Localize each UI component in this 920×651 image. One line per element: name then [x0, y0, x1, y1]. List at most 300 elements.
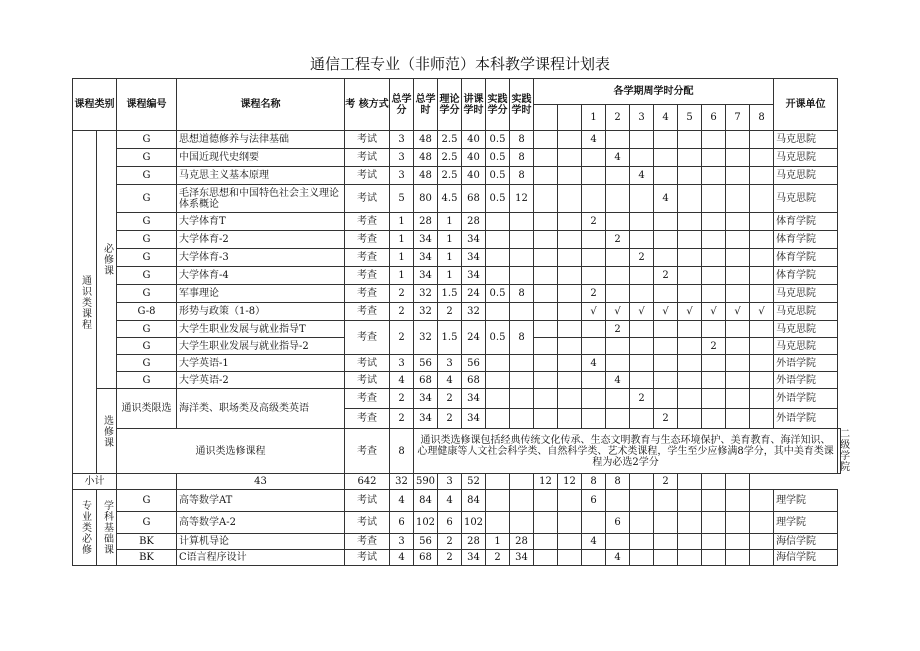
- header-practice-hours: 实践学时: [510, 79, 534, 131]
- lecture-hours: 28: [462, 534, 486, 550]
- assess: 考试: [345, 149, 390, 167]
- table-row: [73, 213, 841, 231]
- practice-credits: 2: [486, 550, 510, 566]
- semester-cell: [606, 131, 630, 149]
- table-row: [73, 249, 841, 267]
- semester-cell: 2: [606, 231, 630, 249]
- semester-cell: [702, 131, 726, 149]
- subtotal-ph: 52: [462, 474, 486, 490]
- lecture-hours: 40: [462, 167, 486, 185]
- course-code: BK: [117, 534, 177, 550]
- group-basic: [97, 490, 117, 566]
- semester-cell: [750, 409, 774, 429]
- semester-number: 8: [750, 105, 774, 131]
- semester-cell: [726, 249, 750, 267]
- semester-cell: [750, 512, 774, 534]
- theory-credits: 1: [438, 213, 462, 231]
- elective-name: 海洋类、职场类及高级类英语: [177, 389, 345, 429]
- semester-cell: [726, 185, 750, 213]
- semester-cell: [630, 490, 654, 512]
- lecture-hours: 40: [462, 149, 486, 167]
- group-elective: [97, 389, 117, 474]
- semester-blank: [558, 149, 582, 167]
- semester-cell: [678, 213, 702, 231]
- semester-cell: [582, 231, 606, 249]
- table-row: [73, 321, 841, 338]
- practice-hours: 8: [510, 285, 534, 303]
- semester-cell: [606, 534, 630, 550]
- semester-cell: [654, 534, 678, 550]
- practice-hours: 28: [510, 534, 534, 550]
- group-general: [73, 131, 97, 474]
- dept: 体育学院: [774, 249, 838, 267]
- semester-blank: [534, 490, 558, 512]
- semester-blank: [534, 131, 558, 149]
- semester-cell: [702, 409, 726, 429]
- semester-cell: [678, 321, 702, 338]
- semester-cell: [702, 512, 726, 534]
- course-name: 形势与政策（1-8）: [177, 303, 345, 321]
- credits: 1: [390, 231, 414, 249]
- lecture-hours: 34: [462, 231, 486, 249]
- assess: 考查: [345, 213, 390, 231]
- hours: 56: [414, 534, 438, 550]
- semester-cell: [654, 338, 678, 355]
- assess: 考查: [345, 231, 390, 249]
- practice-credits: 0.5: [486, 131, 510, 149]
- semester-cell: [582, 550, 606, 566]
- dept: [726, 474, 750, 490]
- semester-cell: √: [582, 303, 606, 321]
- theory-credits: 2: [438, 550, 462, 566]
- semester-cell: [630, 185, 654, 213]
- practice-hours: [510, 231, 534, 249]
- semester-cell: 4: [654, 185, 678, 213]
- assess: 考查: [345, 267, 390, 285]
- theory-credits: 2.5: [438, 131, 462, 149]
- semester-cell: [630, 131, 654, 149]
- semester-blank: [534, 534, 558, 550]
- semester-cell: [606, 213, 630, 231]
- practice-credits: [486, 303, 510, 321]
- header-lecture-hours: 讲课学时: [462, 79, 486, 131]
- theory-credits: 1: [438, 231, 462, 249]
- semester-cell: [702, 249, 726, 267]
- credits: 2: [390, 285, 414, 303]
- semester-cell: [678, 249, 702, 267]
- credits: 5: [390, 185, 414, 213]
- semester-cell: [750, 231, 774, 249]
- course-code: G: [117, 267, 177, 285]
- theory-credits: 1.5: [438, 285, 462, 303]
- semester-number: 1: [582, 105, 606, 131]
- lecture-hours: 56: [462, 355, 486, 372]
- semester-cell: [726, 167, 750, 185]
- semester-cell: [678, 389, 702, 409]
- table-row: [73, 372, 841, 389]
- credits: 2: [390, 409, 414, 429]
- group-required-label: 必修课: [101, 243, 113, 276]
- career-tc: 1.5: [438, 321, 462, 355]
- table-row: [73, 355, 841, 372]
- semester-cell: [702, 185, 726, 213]
- table-row: [73, 389, 841, 409]
- semester-cell: [606, 167, 630, 185]
- group-elective-label: 选修课: [101, 414, 113, 448]
- semester-cell: [582, 267, 606, 285]
- semester-cell: [678, 490, 702, 512]
- theory-credits: 2: [438, 409, 462, 429]
- table-row: [73, 131, 841, 149]
- semester-cell: [654, 149, 678, 167]
- subtotal-tc: 32: [390, 474, 414, 490]
- semester-cell: [582, 338, 606, 355]
- credits: 4: [390, 550, 414, 566]
- semester-blank: [558, 185, 582, 213]
- practice-hours: [510, 249, 534, 267]
- hours: 34: [414, 389, 438, 409]
- semester-blank: [486, 474, 510, 490]
- practice-hours: [510, 213, 534, 231]
- subtotal-semester: [678, 474, 702, 490]
- semester-cell: [750, 338, 774, 355]
- course-name: 毛泽东思想和中国特色社会主义理论体系概论: [177, 185, 345, 213]
- semester-cell: [654, 372, 678, 389]
- theory-credits: 2: [438, 534, 462, 550]
- assess: 考试: [345, 550, 390, 566]
- career-ph: 8: [510, 321, 534, 355]
- semester-cell: [582, 321, 606, 338]
- assess: 考查: [345, 429, 390, 474]
- course-plan-table: [72, 78, 851, 566]
- semester-cell: √: [702, 303, 726, 321]
- group-major-label: 专业类必修: [79, 500, 91, 555]
- assess: 考试: [345, 372, 390, 389]
- semester-number: 6: [702, 105, 726, 131]
- group-basic-label: 学科基础课: [101, 500, 113, 555]
- course-name: 大学英语-1: [177, 355, 345, 372]
- credits: 8: [390, 429, 414, 474]
- semester-cell: [750, 534, 774, 550]
- semester-cell: [630, 534, 654, 550]
- semester-number: 4: [654, 105, 678, 131]
- semester-cell: [606, 249, 630, 267]
- semester-blank: [534, 389, 558, 409]
- semester-cell: [606, 355, 630, 372]
- lecture-hours: 34: [462, 409, 486, 429]
- semester-cell: [678, 372, 702, 389]
- semester-cell: [678, 131, 702, 149]
- credits: 1: [390, 249, 414, 267]
- semester-cell: √: [750, 303, 774, 321]
- semester-blank: [558, 131, 582, 149]
- semester-cell: [582, 149, 606, 167]
- table-row: [73, 285, 841, 303]
- semester-cell: [630, 372, 654, 389]
- semester-blank: [558, 409, 582, 429]
- semester-cell: [750, 249, 774, 267]
- practice-credits: [486, 213, 510, 231]
- course-name: 大学体育-3: [177, 249, 345, 267]
- semester-cell: [750, 213, 774, 231]
- semester-cell: [606, 185, 630, 213]
- practice-hours: 8: [510, 167, 534, 185]
- semester-cell: [702, 372, 726, 389]
- assess: 考查: [345, 249, 390, 267]
- practice-credits: [486, 372, 510, 389]
- dept: 体育学院: [774, 267, 838, 285]
- table-row: [73, 185, 841, 213]
- semester-cell: 4: [582, 131, 606, 149]
- assess: 考试: [345, 131, 390, 149]
- hours: 80: [414, 185, 438, 213]
- course-name: 思想道德修养与法律基础: [177, 131, 345, 149]
- course-name: 大学体育-2: [177, 231, 345, 249]
- semester-blank: [534, 249, 558, 267]
- semester-cell: [678, 267, 702, 285]
- semester-blank: [558, 231, 582, 249]
- semester-blank: [558, 389, 582, 409]
- dept: 外语学院: [774, 372, 838, 389]
- theory-credits: 2: [438, 303, 462, 321]
- practice-credits: [486, 231, 510, 249]
- table-row: [73, 149, 841, 167]
- course-name: 中国近现代史纲要: [177, 149, 345, 167]
- semester-blank: [558, 213, 582, 231]
- course-code: G: [117, 213, 177, 231]
- semester-blank: [534, 213, 558, 231]
- semester-cell: [630, 321, 654, 338]
- semester-cell: [606, 490, 630, 512]
- course-code: G-8: [117, 303, 177, 321]
- semester-cell: √: [654, 303, 678, 321]
- semester-cell: [582, 389, 606, 409]
- semester-blank: [534, 185, 558, 213]
- group-required: [97, 131, 117, 389]
- semester-cell: [726, 149, 750, 167]
- credits: 4: [390, 372, 414, 389]
- semester-cell: [702, 321, 726, 338]
- semester-cell: [630, 512, 654, 534]
- practice-hours: [510, 409, 534, 429]
- credits: 3: [390, 131, 414, 149]
- semester-cell: [702, 149, 726, 167]
- lecture-hours: 28: [462, 213, 486, 231]
- semester-cell: 4: [606, 372, 630, 389]
- semester-cell: [606, 389, 630, 409]
- assess: 考试: [345, 167, 390, 185]
- semester-blank: [534, 105, 558, 131]
- semester-blank: [534, 231, 558, 249]
- semester-blank: [534, 512, 558, 534]
- dept: 马克思院: [774, 338, 838, 355]
- semester-cell: [606, 409, 630, 429]
- course-name: 计算机导论: [177, 534, 345, 550]
- semester-cell: 4: [630, 167, 654, 185]
- theory-credits: 3: [438, 355, 462, 372]
- dept: 海信学院: [774, 534, 838, 550]
- semester-cell: [702, 534, 726, 550]
- semester-cell: [750, 267, 774, 285]
- semester-number: 7: [726, 105, 750, 131]
- header-dept: 开课单位: [774, 79, 838, 131]
- header-assess: 考 核方式: [345, 79, 390, 131]
- semester-cell: [582, 249, 606, 267]
- semester-blank: [510, 474, 534, 490]
- semester-blank: [534, 550, 558, 566]
- practice-credits: [486, 389, 510, 409]
- semester-number: 5: [678, 105, 702, 131]
- semester-cell: [702, 550, 726, 566]
- semester-blank: [558, 512, 582, 534]
- table-row: [73, 512, 841, 534]
- semester-blank: [558, 338, 582, 355]
- group-general-label: 通识类课程: [79, 274, 91, 330]
- semester-cell: [750, 185, 774, 213]
- semester-cell: [750, 372, 774, 389]
- table-row: [73, 429, 841, 474]
- assess: 考试: [345, 490, 390, 512]
- semester-blank: [558, 105, 582, 131]
- header-theory-credits: 理论学分: [438, 79, 462, 131]
- semester-cell: [582, 185, 606, 213]
- semester-cell: [750, 389, 774, 409]
- course-code: G: [117, 512, 177, 534]
- career-pc: 0.5: [486, 321, 510, 355]
- semester-cell: [678, 167, 702, 185]
- semester-blank: [558, 267, 582, 285]
- practice-credits: [486, 409, 510, 429]
- course-code: G: [117, 321, 177, 338]
- table-row: [73, 303, 841, 321]
- subtotal-semester: 2: [654, 474, 678, 490]
- assess: 考查: [345, 389, 390, 409]
- semester-blank: [534, 372, 558, 389]
- header-code: 课程编号: [117, 79, 177, 131]
- semester-blank: [558, 490, 582, 512]
- hours: 56: [414, 355, 438, 372]
- subtotal-pc: 3: [438, 474, 462, 490]
- semester-cell: [702, 167, 726, 185]
- semester-cell: 2: [606, 321, 630, 338]
- semester-cell: [630, 267, 654, 285]
- theory-credits: 4: [438, 372, 462, 389]
- semester-cell: 2: [582, 285, 606, 303]
- practice-credits: 0.5: [486, 167, 510, 185]
- practice-credits: 0.5: [486, 285, 510, 303]
- practice-hours: [510, 355, 534, 372]
- semester-cell: [750, 355, 774, 372]
- semester-cell: [678, 512, 702, 534]
- table-row: [73, 231, 841, 249]
- semester-cell: 2: [702, 338, 726, 355]
- semester-cell: [750, 490, 774, 512]
- group-major: [73, 490, 97, 566]
- semester-cell: [606, 285, 630, 303]
- course-code: G: [117, 490, 177, 512]
- semester-cell: [702, 285, 726, 303]
- dept: 外语学院: [774, 389, 838, 409]
- semester-cell: √: [630, 303, 654, 321]
- semester-cell: [654, 321, 678, 338]
- semester-number: 3: [630, 105, 654, 131]
- semester-blank: [558, 372, 582, 389]
- elective-code: 通识类限选: [117, 389, 177, 429]
- dept: 马克思院: [774, 167, 838, 185]
- theory-credits: 2: [438, 389, 462, 409]
- course-code: G: [117, 249, 177, 267]
- practice-hours: [510, 512, 534, 534]
- subtotal-semester: 12: [534, 474, 558, 490]
- semester-cell: [678, 285, 702, 303]
- credits: 1: [390, 213, 414, 231]
- semester-cell: [702, 231, 726, 249]
- credits: 6: [390, 512, 414, 534]
- semester-cell: [678, 231, 702, 249]
- hours: 32: [414, 303, 438, 321]
- dept: 马克思院: [774, 285, 838, 303]
- semester-blank: [534, 409, 558, 429]
- hours: 84: [414, 490, 438, 512]
- practice-credits: [486, 490, 510, 512]
- practice-credits: 0.5: [486, 149, 510, 167]
- semester-blank: [534, 285, 558, 303]
- semester-cell: [630, 149, 654, 167]
- semester-cell: [630, 550, 654, 566]
- semester-blank: [534, 303, 558, 321]
- semester-cell: 2: [582, 213, 606, 231]
- practice-credits: 1: [486, 534, 510, 550]
- theory-credits: 1: [438, 249, 462, 267]
- semester-cell: [654, 389, 678, 409]
- course-code: G: [117, 372, 177, 389]
- semester-cell: [654, 550, 678, 566]
- hours: 34: [414, 249, 438, 267]
- semester-cell: [654, 285, 678, 303]
- header-practice-credits: 实践学分: [486, 79, 510, 131]
- semester-cell: [702, 490, 726, 512]
- semester-cell: [726, 534, 750, 550]
- career-lh: 24: [462, 321, 486, 355]
- lecture-hours: 102: [462, 512, 486, 534]
- semester-blank: [534, 321, 558, 338]
- semester-cell: 2: [654, 267, 678, 285]
- semester-blank: [558, 303, 582, 321]
- lecture-hours: 34: [462, 249, 486, 267]
- semester-blank: [534, 149, 558, 167]
- course-code: G: [117, 338, 177, 355]
- lecture-hours: 34: [462, 267, 486, 285]
- course-code: G: [117, 131, 177, 149]
- assess: 考查: [345, 285, 390, 303]
- semester-cell: [750, 321, 774, 338]
- dept: 体育学院: [774, 213, 838, 231]
- course-name: 高等数学AT: [177, 490, 345, 512]
- subtotal-hours: 642: [345, 474, 390, 490]
- semester-cell: [702, 267, 726, 285]
- practice-hours: 34: [510, 550, 534, 566]
- course-name: 大学生职业发展与就业指导T: [177, 321, 345, 338]
- semester-cell: [654, 249, 678, 267]
- practice-hours: [510, 303, 534, 321]
- hours: 48: [414, 167, 438, 185]
- subtotal-row: [73, 474, 841, 490]
- practice-credits: [486, 355, 510, 372]
- credits: 3: [390, 149, 414, 167]
- header-hours: 总学时: [414, 79, 438, 131]
- semester-blank: [558, 534, 582, 550]
- semester-cell: 4: [582, 355, 606, 372]
